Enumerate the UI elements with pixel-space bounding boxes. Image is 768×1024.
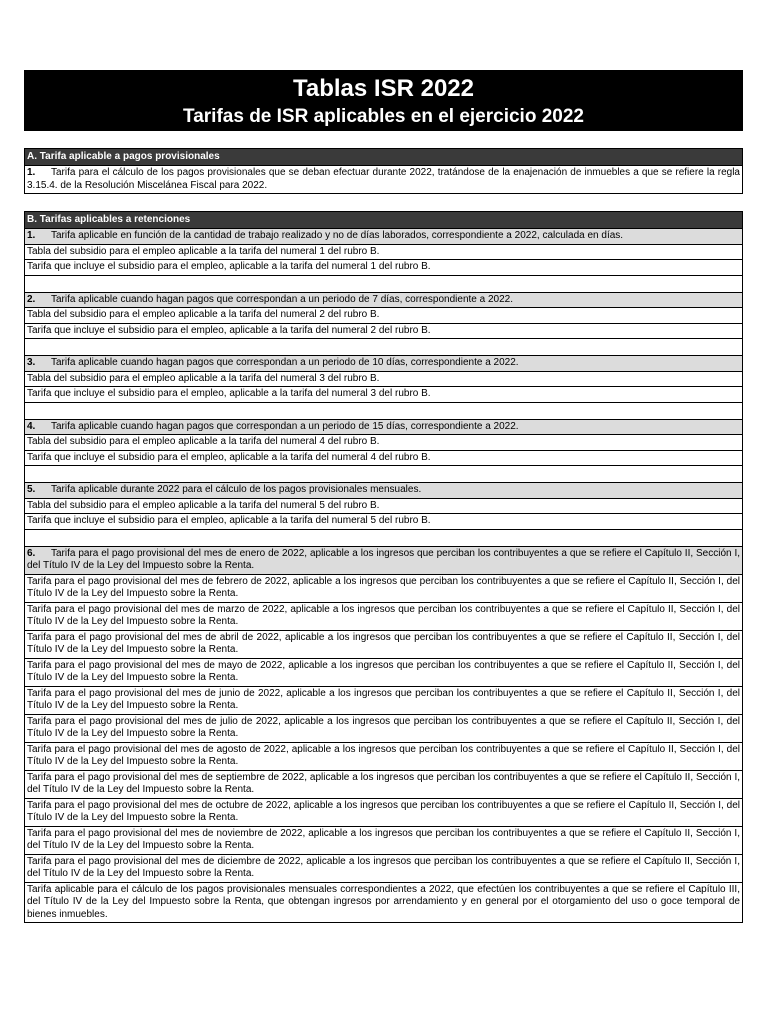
table-row: Tarifa para el pago provisional del mes de agosto de 2022, aplicable a los ingresos que perciban los contribuyentes a que se refiere el Capítulo II, Sección I, del Título IV de la Ley del Impuesto sobre la Renta. bbox=[25, 743, 742, 771]
table-row: Tarifa que incluye el subsidio para el empleo, aplicable a la tarifa del numeral 5 del rubro B. bbox=[25, 514, 742, 530]
table-row: Tarifa para el pago provisional del mes de julio de 2022, aplicable a los ingresos que perciban los contribuyentes a que se refiere el Capítulo II, Sección I, del Título IV de la Ley del Impuesto sobre la Renta. bbox=[25, 715, 742, 743]
page-subtitle: Tarifas de ISR aplicables en el ejercicio 2022 bbox=[183, 106, 584, 127]
table-row: Tarifa para el pago provisional del mes de noviembre de 2022, aplicable a los ingresos que perciban los contribuyentes a que se refiere el Capítulo II, Sección I, del Título IV de la Ley del Impuesto sobre la Renta. bbox=[25, 827, 742, 855]
section-a bbox=[24, 148, 743, 194]
section-b-heading: B. Tarifas aplicables a retenciones bbox=[25, 212, 742, 229]
table-row: Tarifa para el pago provisional del mes de mayo de 2022, aplicable a los ingresos que perciban los contribuyentes a que se refiere el Capítulo II, Sección I, del Título IV de la Ley del Impuesto sobre la Renta. bbox=[25, 659, 742, 687]
table-row: Tarifa para el pago provisional del mes de marzo de 2022, aplicable a los ingresos que perciban los contribuyentes a que se refiere el Capítulo II, Sección I, del Título IV de la Ley del Impuesto sobre la Renta. bbox=[25, 603, 742, 631]
table-row: Tarifa para el pago provisional del mes de abril de 2022, aplicable a los ingresos que perciban los contribuyentes a que se refiere el Capítulo II, Sección I, del Título IV de la Ley del Impuesto sobre la Renta. bbox=[25, 631, 742, 659]
section-a-item bbox=[25, 166, 742, 193]
item-text: Tarifa para el cálculo de los pagos provisionales que se deban efectuar durante 2022, tratándose de la enajenación de inmuebles a que se refiere la regla 3.15.4. de la Resolución Miscelánea Fiscal para 2022. bbox=[27, 167, 740, 191]
section-b bbox=[24, 211, 743, 923]
section-a-heading: A. Tarifa aplicable a pagos provisionales bbox=[25, 149, 742, 166]
spacer-row bbox=[25, 339, 742, 356]
group-number: 5. bbox=[27, 484, 36, 495]
document-page bbox=[24, 70, 743, 923]
group-title-2 bbox=[25, 293, 742, 309]
spacer-row bbox=[25, 403, 742, 420]
group-number: 4. bbox=[27, 420, 36, 432]
group-number: 3. bbox=[27, 357, 36, 368]
table-row: Tarifa para el pago provisional del mes de septiembre de 2022, aplicable a los ingresos que perciban los contribuyentes a que se refiere el Capítulo II, Sección I, del Título IV de la Ley del Impuesto sobre la Renta. bbox=[25, 771, 742, 799]
group-title-text: Tarifa aplicable cuando hagan pagos que correspondan a un periodo de 15 días, correspondiente a 2022. bbox=[51, 420, 519, 432]
table-row: Tarifa que incluye el subsidio para el empleo, aplicable a la tarifa del numeral 3 del rubro B. bbox=[25, 387, 742, 403]
group-title-text: Tarifa aplicable en función de la cantidad de trabajo realizado y no de días laborados, correspondiente a 2022, calculada en días. bbox=[51, 230, 624, 241]
table-row: Tabla del subsidio para el empleo aplicable a la tarifa del numeral 4 del rubro B. bbox=[25, 435, 742, 451]
table-row: Tarifa para el pago provisional del mes de octubre de 2022, aplicable a los ingresos que perciban los contribuyentes a que se refiere el Capítulo II, Sección I, del Título IV de la Ley del Impuesto sobre la Renta. bbox=[25, 799, 742, 827]
table-row: Tabla del subsidio para el empleo aplicable a la tarifa del numeral 3 del rubro B. bbox=[25, 372, 742, 388]
group-number: 6. bbox=[27, 547, 36, 559]
title-banner bbox=[24, 70, 743, 131]
table-row: Tarifa que incluye el subsidio para el empleo, aplicable a la tarifa del numeral 2 del rubro B. bbox=[25, 324, 742, 340]
table-row: Tarifa para el pago provisional del mes de junio de 2022, aplicable a los ingresos que perciban los contribuyentes a que se refiere el Capítulo II, Sección I, del Título IV de la Ley del Impuesto sobre la Renta. bbox=[25, 687, 742, 715]
table-row: Tarifa para el pago provisional del mes de diciembre de 2022, aplicable a los ingresos que perciban los contribuyentes a que se refiere el Capítulo II, Sección I, del Título IV de la Ley del Impuesto sobre la Renta. bbox=[25, 855, 742, 883]
group-number: 1. bbox=[27, 230, 36, 241]
table-row: Tabla del subsidio para el empleo aplicable a la tarifa del numeral 1 del rubro B. bbox=[25, 245, 742, 261]
spacer-row bbox=[25, 276, 742, 293]
table-row: Tarifa que incluye el subsidio para el empleo, aplicable a la tarifa del numeral 4 del rubro B. bbox=[25, 451, 742, 467]
group-title-5 bbox=[25, 483, 742, 499]
spacer-row bbox=[25, 466, 742, 483]
table-row: Tabla del subsidio para el empleo aplicable a la tarifa del numeral 5 del rubro B. bbox=[25, 499, 742, 515]
group-title-text: Tarifa para el pago provisional del mes de enero de 2022, aplicable a los ingresos que perciban los contribuyentes a que se refiere el Capítulo II, Sección I, del Título IV de la Ley del Impuesto sobre la Renta. bbox=[27, 547, 740, 571]
page-title: Tablas ISR 2022 bbox=[293, 75, 474, 102]
table-row: Tabla del subsidio para el empleo aplicable a la tarifa del numeral 2 del rubro B. bbox=[25, 308, 742, 324]
table-row: Tarifa aplicable para el cálculo de los pagos provisionales mensuales correspondientes a 2022, que efectúen los contribuyentes a que se refiere el Capítulo III, del Título IV de la Ley del Impuesto sobre la Renta, que obtengan ingresos por arrendamiento y en general por el otorgamiento del uso o goce temporal de bienes inmuebles. bbox=[27, 883, 740, 920]
group-title-6 bbox=[25, 547, 742, 575]
table-row: Tarifa para el pago provisional del mes de febrero de 2022, aplicable a los ingresos que perciban los contribuyentes a que se refiere el Capítulo II, Sección I, del Título IV de la Ley del Impuesto sobre la Renta. bbox=[25, 575, 742, 603]
group-title-1 bbox=[25, 229, 742, 245]
spacer-row bbox=[25, 530, 742, 547]
group-title-4 bbox=[25, 420, 742, 436]
group-title-text: Tarifa aplicable cuando hagan pagos que correspondan a un periodo de 10 días, correspondiente a 2022. bbox=[51, 357, 519, 368]
group-title-text: Tarifa aplicable durante 2022 para el cálculo de los pagos provisionales mensuales. bbox=[51, 484, 422, 495]
table-row: Tarifa que incluye el subsidio para el empleo, aplicable a la tarifa del numeral 1 del rubro B. bbox=[25, 260, 742, 276]
group-title-text: Tarifa aplicable cuando hagan pagos que correspondan a un periodo de 7 días, correspondiente a 2022. bbox=[51, 293, 514, 305]
group-number: 2. bbox=[27, 293, 36, 305]
item-number: 1. bbox=[27, 167, 36, 178]
group-title-3 bbox=[25, 356, 742, 372]
